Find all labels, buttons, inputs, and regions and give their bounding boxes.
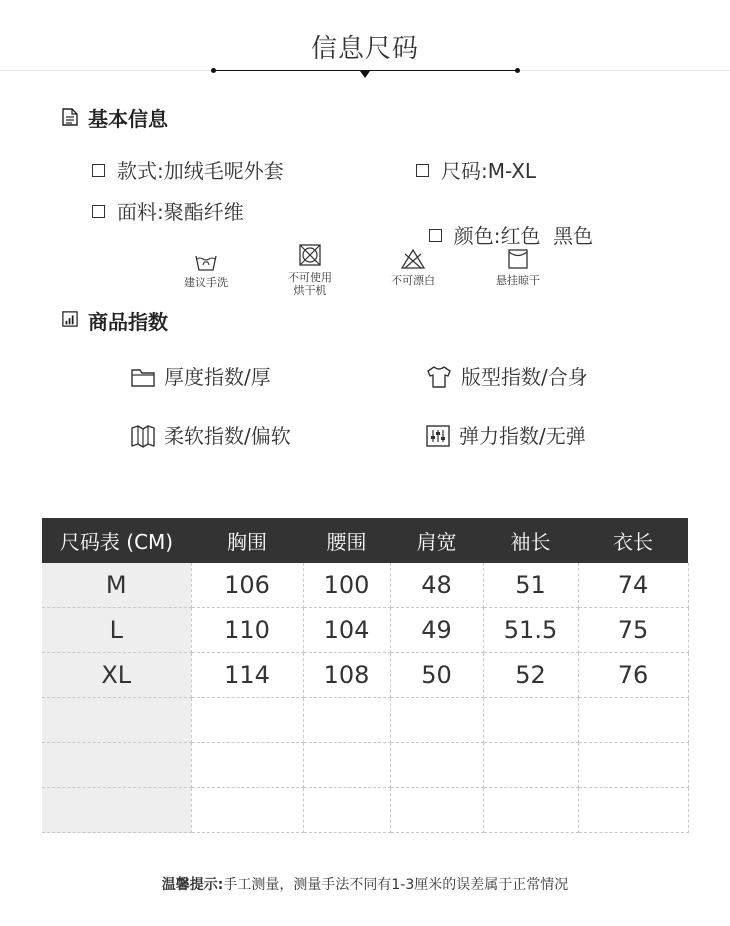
checkbox-icon [416, 164, 429, 177]
table-cell: 110 [191, 608, 303, 653]
info-label: 款式: [117, 159, 164, 183]
info-fabric [92, 196, 244, 225]
checkbox-icon [92, 205, 105, 218]
table-cell: 74 [578, 563, 688, 608]
care-label: 建议手洗 [184, 276, 228, 289]
table-row [42, 788, 688, 833]
table-cell: 114 [191, 653, 303, 698]
care-label: 不可使用 [288, 271, 332, 284]
table-cell: 52 [483, 653, 578, 698]
line-dry-icon [507, 248, 529, 270]
info-size [416, 155, 536, 184]
document-icon [62, 108, 78, 126]
no-tumble-dry-icon [298, 243, 322, 267]
table-cell [303, 743, 390, 788]
underline-dot-left [211, 68, 216, 73]
table-cell: 104 [303, 608, 390, 653]
care-line-dry [478, 248, 558, 287]
note-text: 手工测量，测量手法不同有1-3厘米的误差属于正常情况 [223, 877, 569, 893]
care-hand-wash [166, 250, 246, 289]
care-label: 悬挂晾干 [496, 274, 540, 287]
table-cell: 51 [483, 563, 578, 608]
table-cell: 51.5 [483, 608, 578, 653]
table-cell [483, 698, 578, 743]
table-header: 尺码表 (CM) [42, 518, 191, 563]
table-header: 腰围 [303, 518, 390, 563]
measurement-note [0, 874, 730, 894]
product-index-heading: 商品指数 [88, 310, 168, 334]
table-cell [578, 743, 688, 788]
index-text: 弹力指数/无弹 [459, 424, 586, 448]
care-no-bleach [373, 248, 453, 287]
no-bleach-icon [400, 248, 426, 270]
table-header-row [42, 518, 688, 563]
info-value: 聚酯纤维 [163, 200, 244, 224]
bar-chart-icon [62, 310, 78, 328]
table-cell: 48 [390, 563, 483, 608]
table-cell [191, 743, 303, 788]
underline-dot-right [515, 68, 520, 73]
table-cell [390, 743, 483, 788]
checkbox-icon [429, 229, 442, 242]
index-text: 厚度指数/厚 [164, 365, 271, 389]
table-cell: 49 [390, 608, 483, 653]
table-header: 肩宽 [390, 518, 483, 563]
care-no-dryer [270, 243, 350, 297]
info-value: M-XL [487, 159, 537, 183]
table-cell [303, 788, 390, 833]
table-cell: 100 [303, 563, 390, 608]
size-table [42, 518, 689, 833]
table-header: 袖长 [483, 518, 578, 563]
index-text: 柔软指数/偏软 [164, 424, 291, 448]
info-label: 颜色: [453, 224, 501, 248]
note-label: 温馨提示: [161, 877, 224, 893]
table-cell [303, 698, 390, 743]
hand-wash-icon [194, 250, 218, 272]
info-label: 面料: [117, 200, 164, 224]
sliders-icon [425, 424, 451, 448]
table-row [42, 563, 688, 608]
table-cell: L [42, 608, 191, 653]
table-cell [578, 698, 688, 743]
tshirt-icon [425, 365, 453, 389]
table-cell: 75 [578, 608, 688, 653]
table-cell: 108 [303, 653, 390, 698]
table-cell: 50 [390, 653, 483, 698]
index-softness [130, 420, 291, 450]
table-row [42, 698, 688, 743]
table-cell [390, 788, 483, 833]
table-cell [42, 743, 191, 788]
index-text: 版型指数/合身 [461, 365, 588, 389]
info-label: 尺码: [441, 159, 488, 183]
care-label-2: 烘干机 [293, 284, 327, 297]
table-cell [191, 698, 303, 743]
table-header: 衣长 [578, 518, 688, 563]
table-cell [483, 743, 578, 788]
table-cell: 106 [191, 563, 303, 608]
page-title: 信息尺码 [310, 34, 419, 64]
table-cell [390, 698, 483, 743]
table-cell [42, 788, 191, 833]
index-elasticity [425, 420, 586, 450]
checkbox-icon [92, 164, 105, 177]
table-cell [191, 788, 303, 833]
table-cell: M [42, 563, 191, 608]
table-cell [578, 788, 688, 833]
table-cell: XL [42, 653, 191, 698]
index-thickness [130, 361, 271, 390]
table-row [42, 608, 688, 653]
folder-icon [130, 366, 156, 388]
table-cell [483, 788, 578, 833]
table-cell: 76 [578, 653, 688, 698]
info-value: 加绒毛呢外套 [163, 159, 284, 183]
care-label: 不可漂白 [391, 274, 435, 287]
underline-pointer [360, 71, 370, 78]
table-row [42, 653, 688, 698]
info-color [416, 196, 593, 249]
index-fit [425, 361, 588, 391]
table-header: 胸围 [191, 518, 303, 563]
info-value: 红色 黑色 [500, 224, 594, 248]
table-row [42, 743, 688, 788]
folded-map-icon [130, 424, 156, 448]
info-style [92, 155, 284, 184]
table-cell [42, 698, 191, 743]
basic-info-heading: 基本信息 [88, 107, 168, 131]
